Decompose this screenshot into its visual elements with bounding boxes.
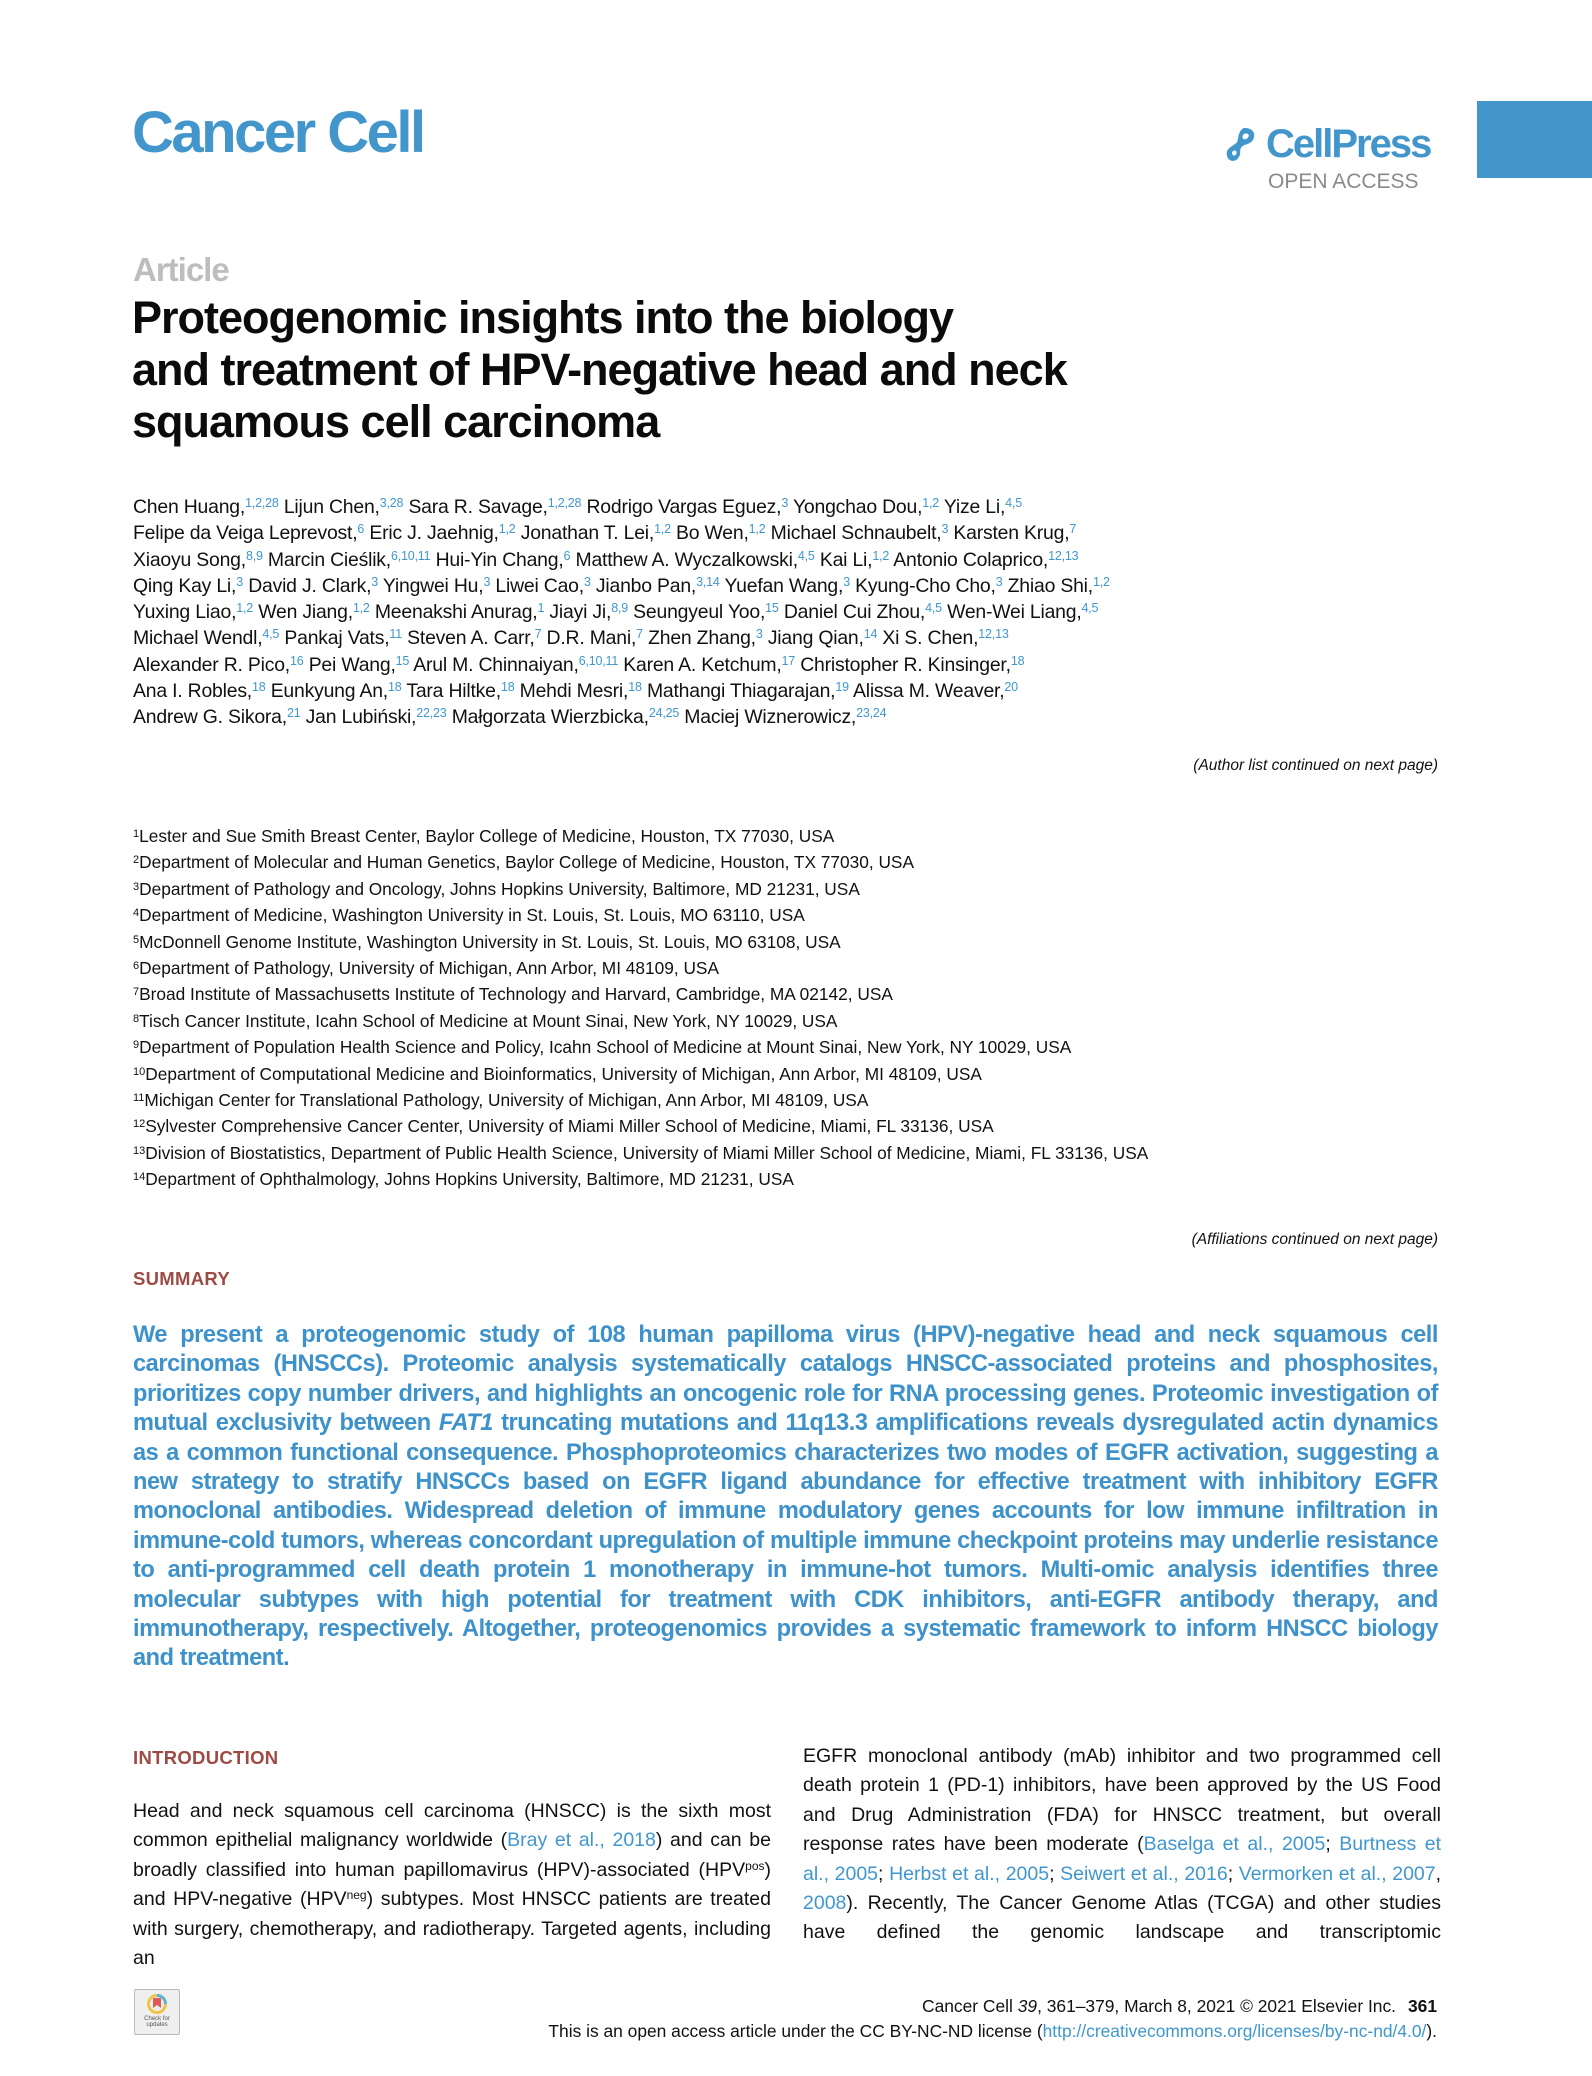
affiliation-text: Tisch Cancer Institute, Icahn School of Medicine at Mount Sinai, New York, NY 10029, USA <box>139 1010 838 1031</box>
license-text: This is an open access article under the CC BY-NC-ND license ( <box>548 2021 1043 2041</box>
affiliation-number: 13 <box>133 1144 146 1157</box>
author-name[interactable]: Xi S. Chen, <box>882 627 979 650</box>
author-name[interactable]: Qing Kay Li, <box>133 574 237 597</box>
check-for-updates-icon <box>146 1993 168 2015</box>
author-line <box>133 652 1453 678</box>
affiliation-item <box>133 876 1453 902</box>
author-name[interactable]: Kai Li, <box>819 548 873 571</box>
affiliation-item <box>133 1008 1453 1034</box>
author-affiliation-refs[interactable]: 6 <box>357 522 365 537</box>
author-affiliation-refs[interactable]: 18 <box>252 680 266 695</box>
author-name[interactable]: Jan Lubiński, <box>305 706 417 729</box>
author[interactable] <box>520 680 642 702</box>
affiliation-number: 14 <box>133 1171 146 1184</box>
check-for-updates-badge[interactable] <box>134 1989 180 2035</box>
citation-link[interactable]: Baselga et al., 2005 <box>1143 1833 1326 1856</box>
author-name[interactable]: Jonathan T. Lei, <box>520 522 655 545</box>
author-name[interactable]: Felipe da Veiga Leprevost, <box>133 522 358 545</box>
author-name[interactable]: Yize Li, <box>943 496 1006 518</box>
author-name[interactable]: Pei Wang, <box>308 653 396 676</box>
author[interactable] <box>436 549 571 571</box>
author[interactable] <box>133 654 304 676</box>
affiliation-item <box>133 849 1453 875</box>
author-affiliation-refs[interactable]: 3 <box>995 574 1003 589</box>
publisher-name: CellPress <box>1266 122 1431 166</box>
affiliation-number: 11 <box>133 1092 145 1105</box>
body-text: , <box>1435 1862 1442 1885</box>
author[interactable] <box>623 654 795 676</box>
author-name[interactable]: David J. Clark, <box>248 574 372 597</box>
author[interactable] <box>953 522 1076 544</box>
author-affiliation-refs[interactable]: 1,2,28 <box>245 496 279 510</box>
author[interactable] <box>133 706 300 728</box>
affiliation-item <box>133 929 1453 955</box>
author-name[interactable]: Arul M. Chinnaiyan, <box>413 653 579 676</box>
author[interactable] <box>408 496 581 518</box>
author-name[interactable]: D.R. Mani, <box>546 627 637 650</box>
author-affiliation-refs[interactable]: 15 <box>765 601 779 616</box>
author[interactable] <box>495 575 590 597</box>
affiliation-text: Department of Molecular and Human Genetics, Baylor College of Medicine, Houston, TX 77030, USA <box>139 852 914 873</box>
author-affiliation-refs[interactable]: 17 <box>781 653 796 668</box>
author-name[interactable]: Wen Jiang, <box>258 601 353 624</box>
author-line <box>133 547 1453 573</box>
author-affiliation-refs[interactable]: 4,5 <box>925 601 942 616</box>
author-affiliation-refs[interactable]: 1 <box>537 601 545 616</box>
citation-link[interactable]: Herbst et al., 2005 <box>889 1862 1050 1885</box>
author-name[interactable]: Jiang Qian, <box>767 627 864 650</box>
affiliation-text: Broad Institute of Massachusetts Institute of Technology and Harvard, Cambridge, MA 02142, USA <box>139 984 893 1005</box>
author-affiliation-refs[interactable]: 7 <box>1069 522 1077 537</box>
side-color-tab <box>1477 101 1592 178</box>
license-link[interactable]: http://creativecommons.org/licenses/by-nc-nd/4.0/ <box>1042 2021 1427 2041</box>
author-affiliation-refs[interactable]: 4,5 <box>797 548 815 563</box>
author-affiliation-refs[interactable]: 3,14 <box>696 574 720 589</box>
author[interactable] <box>676 522 765 544</box>
author-affiliation-refs[interactable]: 18 <box>387 680 402 695</box>
affiliation-item <box>133 1113 1453 1139</box>
author-name[interactable]: Tara Hiltke, <box>406 680 501 703</box>
author-affiliation-refs[interactable]: 1,2 <box>1092 574 1110 589</box>
author[interactable] <box>284 496 403 518</box>
author-name[interactable]: Andrew G. Sikora, <box>133 706 287 729</box>
author-line <box>133 573 1453 599</box>
author-name[interactable]: Michael Schnaubelt, <box>770 522 942 545</box>
author[interactable] <box>947 601 1098 623</box>
author[interactable] <box>271 680 402 702</box>
author[interactable] <box>406 680 514 702</box>
license-line <box>548 2021 1437 2042</box>
author-name[interactable]: Christopher R. Kinsinger, <box>800 653 1011 676</box>
affiliation-number: 6 <box>133 960 140 973</box>
author-name[interactable]: Lijun Chen, <box>283 496 380 518</box>
affiliation-number: 9 <box>133 1039 140 1052</box>
author[interactable] <box>306 706 447 728</box>
author[interactable] <box>768 627 877 649</box>
author-affiliation-refs[interactable]: 1,2 <box>236 601 254 616</box>
author-name[interactable]: Xiaoyu Song, <box>133 548 246 571</box>
citation-details: , 361–379, March 8, 2021 © 2021 Elsevier Inc. <box>1037 1996 1396 2016</box>
author-name[interactable]: Antonio Colaprico, <box>893 548 1049 571</box>
citation-line <box>922 1996 1437 2017</box>
author-name[interactable]: Wen-Wei Liang, <box>947 601 1082 624</box>
affiliation-item <box>133 823 1453 849</box>
author-affiliation-refs[interactable]: 16 <box>290 653 304 668</box>
author[interactable] <box>724 575 849 597</box>
author[interactable] <box>684 706 886 728</box>
article-title <box>132 292 1332 448</box>
author-affiliation-refs[interactable]: 12,13 <box>978 627 1009 642</box>
author-affiliation-refs[interactable]: 18 <box>628 680 642 695</box>
affiliation-text: Michigan Center for Translational Pathology, University of Michigan, Ann Arbor, MI 48109, USA <box>144 1090 869 1111</box>
author-affiliation-refs[interactable]: 3,28 <box>379 496 404 510</box>
affiliation-text: Department of Population Health Science and Policy, Icahn School of Medicine at Mount Sinai, New York, NY 10029, USA <box>139 1037 1072 1058</box>
author[interactable] <box>248 575 378 597</box>
author-name[interactable]: Yuxing Liao, <box>133 601 237 624</box>
author[interactable] <box>309 654 409 676</box>
author[interactable] <box>576 549 815 571</box>
author-affiliation-refs[interactable]: 6,10,11 <box>390 548 431 563</box>
author[interactable] <box>647 680 849 702</box>
author-affiliation-refs[interactable]: 12,13 <box>1048 548 1079 563</box>
affiliation-item <box>133 1166 1453 1192</box>
article-type-label: Article <box>133 251 229 288</box>
author[interactable] <box>547 627 643 649</box>
affiliation-list <box>133 823 1453 1193</box>
author-affiliation-refs[interactable]: 1,2 <box>498 522 516 537</box>
title-line: and treatment of HPV-negative head and neck <box>132 344 1067 395</box>
author-affiliation-refs[interactable]: 22,23 <box>416 706 447 721</box>
author-line <box>133 704 1453 730</box>
affiliation-text: Department of Pathology, University of Michigan, Ann Arbor, MI 48109, USA <box>139 958 719 979</box>
author[interactable] <box>258 601 369 623</box>
author[interactable] <box>820 549 889 571</box>
author-name[interactable]: Zhiao Shi, <box>1007 574 1093 597</box>
author-name[interactable]: Rodrigo Vargas Eguez, <box>586 496 782 518</box>
author-list <box>133 494 1453 731</box>
author-affiliation-refs[interactable]: 4,5 <box>262 627 280 642</box>
author-name[interactable]: Yongchao Dou, <box>792 496 923 518</box>
author-name[interactable]: Kyung-Cho Cho, <box>855 574 996 597</box>
author-affiliation-refs[interactable]: 24,25 <box>648 706 680 721</box>
author-name[interactable]: Yingwei Hu, <box>382 574 484 597</box>
affiliation-text: Department of Medicine, Washington University in St. Louis, St. Louis, MO 63110, USA <box>139 905 805 926</box>
gene-name: FAT1 <box>438 1410 493 1437</box>
author-name[interactable]: Karen A. Ketchum, <box>623 653 782 676</box>
body-text: EGFR monoclonal antibody (mAb) inhibitor and two programmed cell death protein 1 (PD-1) inhibitors, have been approved by the US Food and Drug Administration (FDA) for HNSCC treatment, but overall response rates have been moderate ( <box>803 1745 1441 1856</box>
author-affiliation-refs[interactable]: 8,9 <box>245 548 263 563</box>
author[interactable] <box>882 627 1008 649</box>
author-line <box>133 625 1453 651</box>
author[interactable] <box>383 575 490 597</box>
citation-link[interactable]: Seiwert et al., 2016 <box>1060 1862 1228 1885</box>
author-affiliation-refs[interactable]: 7 <box>636 627 643 642</box>
author-affiliation-refs[interactable]: 6,10,11 <box>578 653 619 668</box>
citation-link[interactable]: Vermorken et al., 2007 <box>1238 1862 1436 1885</box>
author-name[interactable]: Hui-Yin Chang, <box>435 548 564 571</box>
author-affiliation-refs[interactable]: 7 <box>534 627 542 642</box>
affiliation-text: Department of Ophthalmology, Johns Hopkins University, Baltimore, MD 21231, USA <box>145 1169 794 1190</box>
author-name[interactable]: Jianbo Pan, <box>595 574 697 597</box>
summary-fragment: truncating mutations and 11q13.3 amplifications reveals dysregulated actin dynamics as a common functional consequence. Phosphoproteomics characterizes two modes of EGFR activation, suggesting a new strategy to stratify HNSCCs based on EGFR ligand abundance for effective treatment with inhibitory EGFR monoclonal antibodies. Widespread deletion of immune modulatory genes accounts for low immune infiltration in immune-cold tumors, whereas concordant upregulation of multiple immune checkpoint proteins may underlie resistance to anti-programmed cell death protein 1 monotherapy in immune-hot tumors. Multi-omic analysis identifies three molecular subtypes with high potential for treatment with CDK inhibitors, anti-EGFR antibody therapy, and immunotherapy, respectively. Altogether, proteogenomics provides a systematic framework to inform HNSCC biology and treatment. <box>133 1410 1438 1672</box>
author-line <box>133 494 1453 520</box>
author[interactable] <box>771 522 949 544</box>
author-affiliation-refs[interactable]: 4,5 <box>1005 496 1022 510</box>
affiliation-item <box>133 1140 1453 1166</box>
citation-volume: 39 <box>1017 1996 1038 2016</box>
body-text: ) subtypes. Most HNSCC patients are treated with surgery, chemotherapy, and radiotherapy. Targeted agents, including an <box>133 1888 771 1970</box>
license-suffix: ). <box>1426 2021 1437 2041</box>
affiliation-item <box>133 955 1453 981</box>
author[interactable] <box>369 522 515 544</box>
author-affiliation-refs[interactable]: 3 <box>483 574 491 589</box>
introduction-left-column <box>133 1797 771 1973</box>
author-affiliation-refs[interactable]: 1,2 <box>654 522 671 537</box>
author-affiliation-refs[interactable]: 1,2 <box>922 496 940 510</box>
author-affiliation-refs[interactable]: 18 <box>1010 653 1025 668</box>
affiliation-number: 2 <box>133 854 140 867</box>
affiliation-text: Department of Computational Medicine and Bioinformatics, University of Michigan, Ann Arbor, MI 48109, USA <box>145 1063 982 1084</box>
author[interactable] <box>452 706 679 728</box>
author-name[interactable]: Eric J. Jaehnig, <box>369 522 499 545</box>
title-line: Proteogenomic insights into the biology <box>132 292 954 343</box>
author-name[interactable]: Yuefan Wang, <box>724 574 844 597</box>
author-affiliation-refs[interactable]: 14 <box>863 627 878 642</box>
summary-fragment: We present a proteogenomic study of 108 human papilloma virus (HPV)-negative head and neck squamous cell carcinomas (HNSCCs). Proteomic analysis systematically catalogs HNSCC-associated proteins and phosphosites, prioritizes copy number drivers, and highlights an oncogenic role for RNA processing genes. Proteomic investigation of mutual exclusivity between <box>133 1322 1438 1437</box>
affiliation-text: Lester and Sue Smith Breast Center, Baylor College of Medicine, Houston, TX 77030, USA <box>139 826 835 846</box>
author-affiliation-refs[interactable]: 1,2 <box>352 601 370 616</box>
author[interactable] <box>648 627 763 649</box>
affiliation-number: 12 <box>133 1118 146 1131</box>
author-name[interactable]: Ana I. Robles, <box>133 680 252 703</box>
author[interactable] <box>133 680 266 702</box>
body-text: ; <box>1227 1862 1239 1885</box>
author-affiliation-refs[interactable]: 11 <box>389 627 402 642</box>
author-affiliation-refs[interactable]: 1,2 <box>872 548 890 563</box>
author-line <box>133 678 1453 704</box>
affiliation-item <box>133 902 1453 928</box>
author[interactable] <box>855 575 1002 597</box>
author[interactable] <box>521 522 671 544</box>
author-name[interactable]: Pankaj Vats, <box>284 627 390 650</box>
author-name[interactable]: Seungyeul Yoo, <box>633 601 766 624</box>
author-affiliation-refs[interactable]: 3 <box>371 574 379 589</box>
superscript: neg <box>346 1888 367 1903</box>
author-name[interactable]: Karsten Krug, <box>953 522 1070 545</box>
author[interactable] <box>133 549 263 571</box>
affiliation-number: 8 <box>133 1012 140 1025</box>
affiliation-number: 1 <box>133 828 140 840</box>
body-text: ; <box>1325 1833 1340 1856</box>
author-name[interactable]: Marcin Cieślik, <box>267 548 391 571</box>
author-affiliation-refs[interactable]: 1,2,28 <box>547 496 582 510</box>
affiliation-number: 3 <box>133 880 140 893</box>
author[interactable] <box>133 627 279 649</box>
introduction-right-column <box>803 1742 1441 1948</box>
author-name[interactable]: Mehdi Mesri, <box>519 680 629 703</box>
author-affiliation-refs[interactable]: 3 <box>583 574 591 589</box>
author-name[interactable]: Małgorzata Wierzbicka, <box>451 706 649 729</box>
affiliation-text: Sylvester Comprehensive Cancer Center, University of Miami Miller School of Medicine, Miami, FL 33136, USA <box>145 1116 994 1137</box>
affiliation-text: Division of Biostatistics, Department of Public Health Science, University of Miami Miller School of Medicine, Miami, FL 33136, USA <box>145 1142 1149 1163</box>
author[interactable] <box>549 601 628 623</box>
author-affiliation-refs[interactable]: 3 <box>755 627 763 642</box>
summary-heading: SUMMARY <box>133 1268 230 1289</box>
affiliation-text: Department of Pathology and Oncology, Johns Hopkins University, Baltimore, MD 21231, USA <box>139 878 860 899</box>
author-affiliation-refs[interactable]: 8,9 <box>611 601 628 616</box>
author-name[interactable]: Zhen Zhang, <box>648 627 756 650</box>
author-name[interactable]: Eunkyung An, <box>270 680 388 703</box>
superscript: pos <box>745 1858 765 1873</box>
cellpress-logo-icon <box>1222 124 1260 164</box>
author-name[interactable]: Mathangi Thiagarajan, <box>646 680 836 703</box>
publisher-logo[interactable] <box>1222 124 1430 164</box>
affiliation-number: 7 <box>133 986 140 999</box>
journal-name: Cancer Cell <box>132 100 424 165</box>
author[interactable] <box>784 601 942 623</box>
author[interactable] <box>633 601 779 623</box>
author-name[interactable]: Bo Wen, <box>676 522 749 545</box>
author[interactable] <box>944 496 1022 518</box>
page-number: 361 <box>1407 1996 1437 2016</box>
author-affiliation-refs[interactable]: 20 <box>1004 680 1018 695</box>
author-affiliation-refs[interactable]: 23,24 <box>856 706 887 721</box>
author-line <box>133 599 1453 625</box>
author[interactable] <box>1008 575 1110 597</box>
body-text: ). Recently, The Cancer Genome Atlas (TCGA) and other studies have defined the genomic landscape and transcriptomic <box>803 1892 1441 1944</box>
author-name[interactable]: Matthew A. Wyczalkowski, <box>575 548 798 571</box>
author-affiliation-refs[interactable]: 19 <box>835 680 849 695</box>
affiliations-continued-note: (Affiliations continued on next page) <box>1191 1231 1438 1248</box>
author[interactable] <box>893 549 1078 571</box>
citation-link[interactable]: Burtness et al., 2005 <box>803 1833 1441 1885</box>
summary-text <box>133 1321 1438 1674</box>
author-name[interactable]: Alissa M. Weaver, <box>852 680 1005 703</box>
affiliation-number: 10 <box>133 1065 146 1078</box>
author-affiliation-refs[interactable]: 3 <box>941 522 949 537</box>
affiliation-item <box>133 981 1453 1007</box>
affiliation-item <box>133 1034 1453 1060</box>
body-text: ; <box>878 1862 890 1885</box>
author-name[interactable]: Chen Huang, <box>133 496 246 518</box>
author-list-continued-note: (Author list continued on next page) <box>1193 757 1438 774</box>
author[interactable] <box>413 654 618 676</box>
author[interactable] <box>133 522 364 544</box>
title-line: squamous cell carcinoma <box>132 396 660 447</box>
author[interactable] <box>375 601 544 623</box>
author-affiliation-refs[interactable]: 21 <box>286 706 301 721</box>
author-affiliation-refs[interactable]: 4,5 <box>1081 601 1099 616</box>
author[interactable] <box>133 601 253 623</box>
author-affiliation-refs[interactable]: 1,2 <box>748 522 766 537</box>
author-name[interactable]: Michael Wendl, <box>133 627 263 650</box>
author[interactable] <box>133 496 279 518</box>
author-name[interactable]: Steven A. Carr, <box>407 627 535 650</box>
author[interactable] <box>596 575 720 597</box>
author-line <box>133 520 1453 546</box>
author[interactable] <box>586 496 788 518</box>
author-affiliation-refs[interactable]: 3 <box>781 496 789 510</box>
author-affiliation-refs[interactable]: 3 <box>236 574 243 589</box>
citation-journal: Cancer Cell <box>922 1996 1013 2016</box>
author[interactable] <box>407 627 541 649</box>
author[interactable] <box>793 496 939 518</box>
body-text: Head and neck squamous cell carcinoma (HNSCC) is the sixth most common epithelial malignancy worldwide ( <box>133 1800 771 1852</box>
author-affiliation-refs[interactable]: 18 <box>500 680 515 695</box>
check-for-updates-label: Check for updates <box>144 2016 170 2028</box>
author-name[interactable]: Alexander R. Pico, <box>133 653 290 676</box>
citation-link[interactable]: Bray et al., 2018 <box>507 1829 656 1852</box>
affiliation-item <box>133 1087 1453 1113</box>
author[interactable] <box>268 549 430 571</box>
author[interactable] <box>800 654 1024 676</box>
affiliation-number: 5 <box>133 933 140 946</box>
body-text: ) and can be broadly classified into human papillomavirus (HPV)-associated (HPV <box>133 1829 771 1881</box>
body-text: ; <box>1049 1862 1061 1885</box>
introduction-heading: INTRODUCTION <box>133 1747 279 1768</box>
author-name[interactable]: Jiayi Ji, <box>549 601 612 624</box>
author-affiliation-refs[interactable]: 3 <box>843 574 850 589</box>
author-name[interactable]: Sara R. Savage, <box>408 496 548 518</box>
citation-link[interactable]: 2008 <box>803 1892 847 1915</box>
author-affiliation-refs[interactable]: 15 <box>395 653 410 668</box>
author[interactable] <box>284 627 402 649</box>
author[interactable] <box>853 680 1018 702</box>
author-name[interactable]: Meenakshi Anurag, <box>374 601 538 624</box>
affiliation-item <box>133 1061 1453 1087</box>
author-affiliation-refs[interactable]: 6 <box>563 548 571 563</box>
author-name[interactable]: Maciej Wiznerowicz, <box>684 706 857 729</box>
open-access-label: OPEN ACCESS <box>1268 170 1419 193</box>
author[interactable] <box>133 575 243 597</box>
author-name[interactable]: Daniel Cui Zhou, <box>783 601 926 624</box>
affiliation-text: McDonnell Genome Institute, Washington University in St. Louis, St. Louis, MO 63108, USA <box>139 931 841 952</box>
author-name[interactable]: Liwei Cao, <box>495 574 584 597</box>
affiliation-number: 4 <box>133 907 140 920</box>
body-text: ) and HPV-negative (HPV <box>133 1858 771 1911</box>
